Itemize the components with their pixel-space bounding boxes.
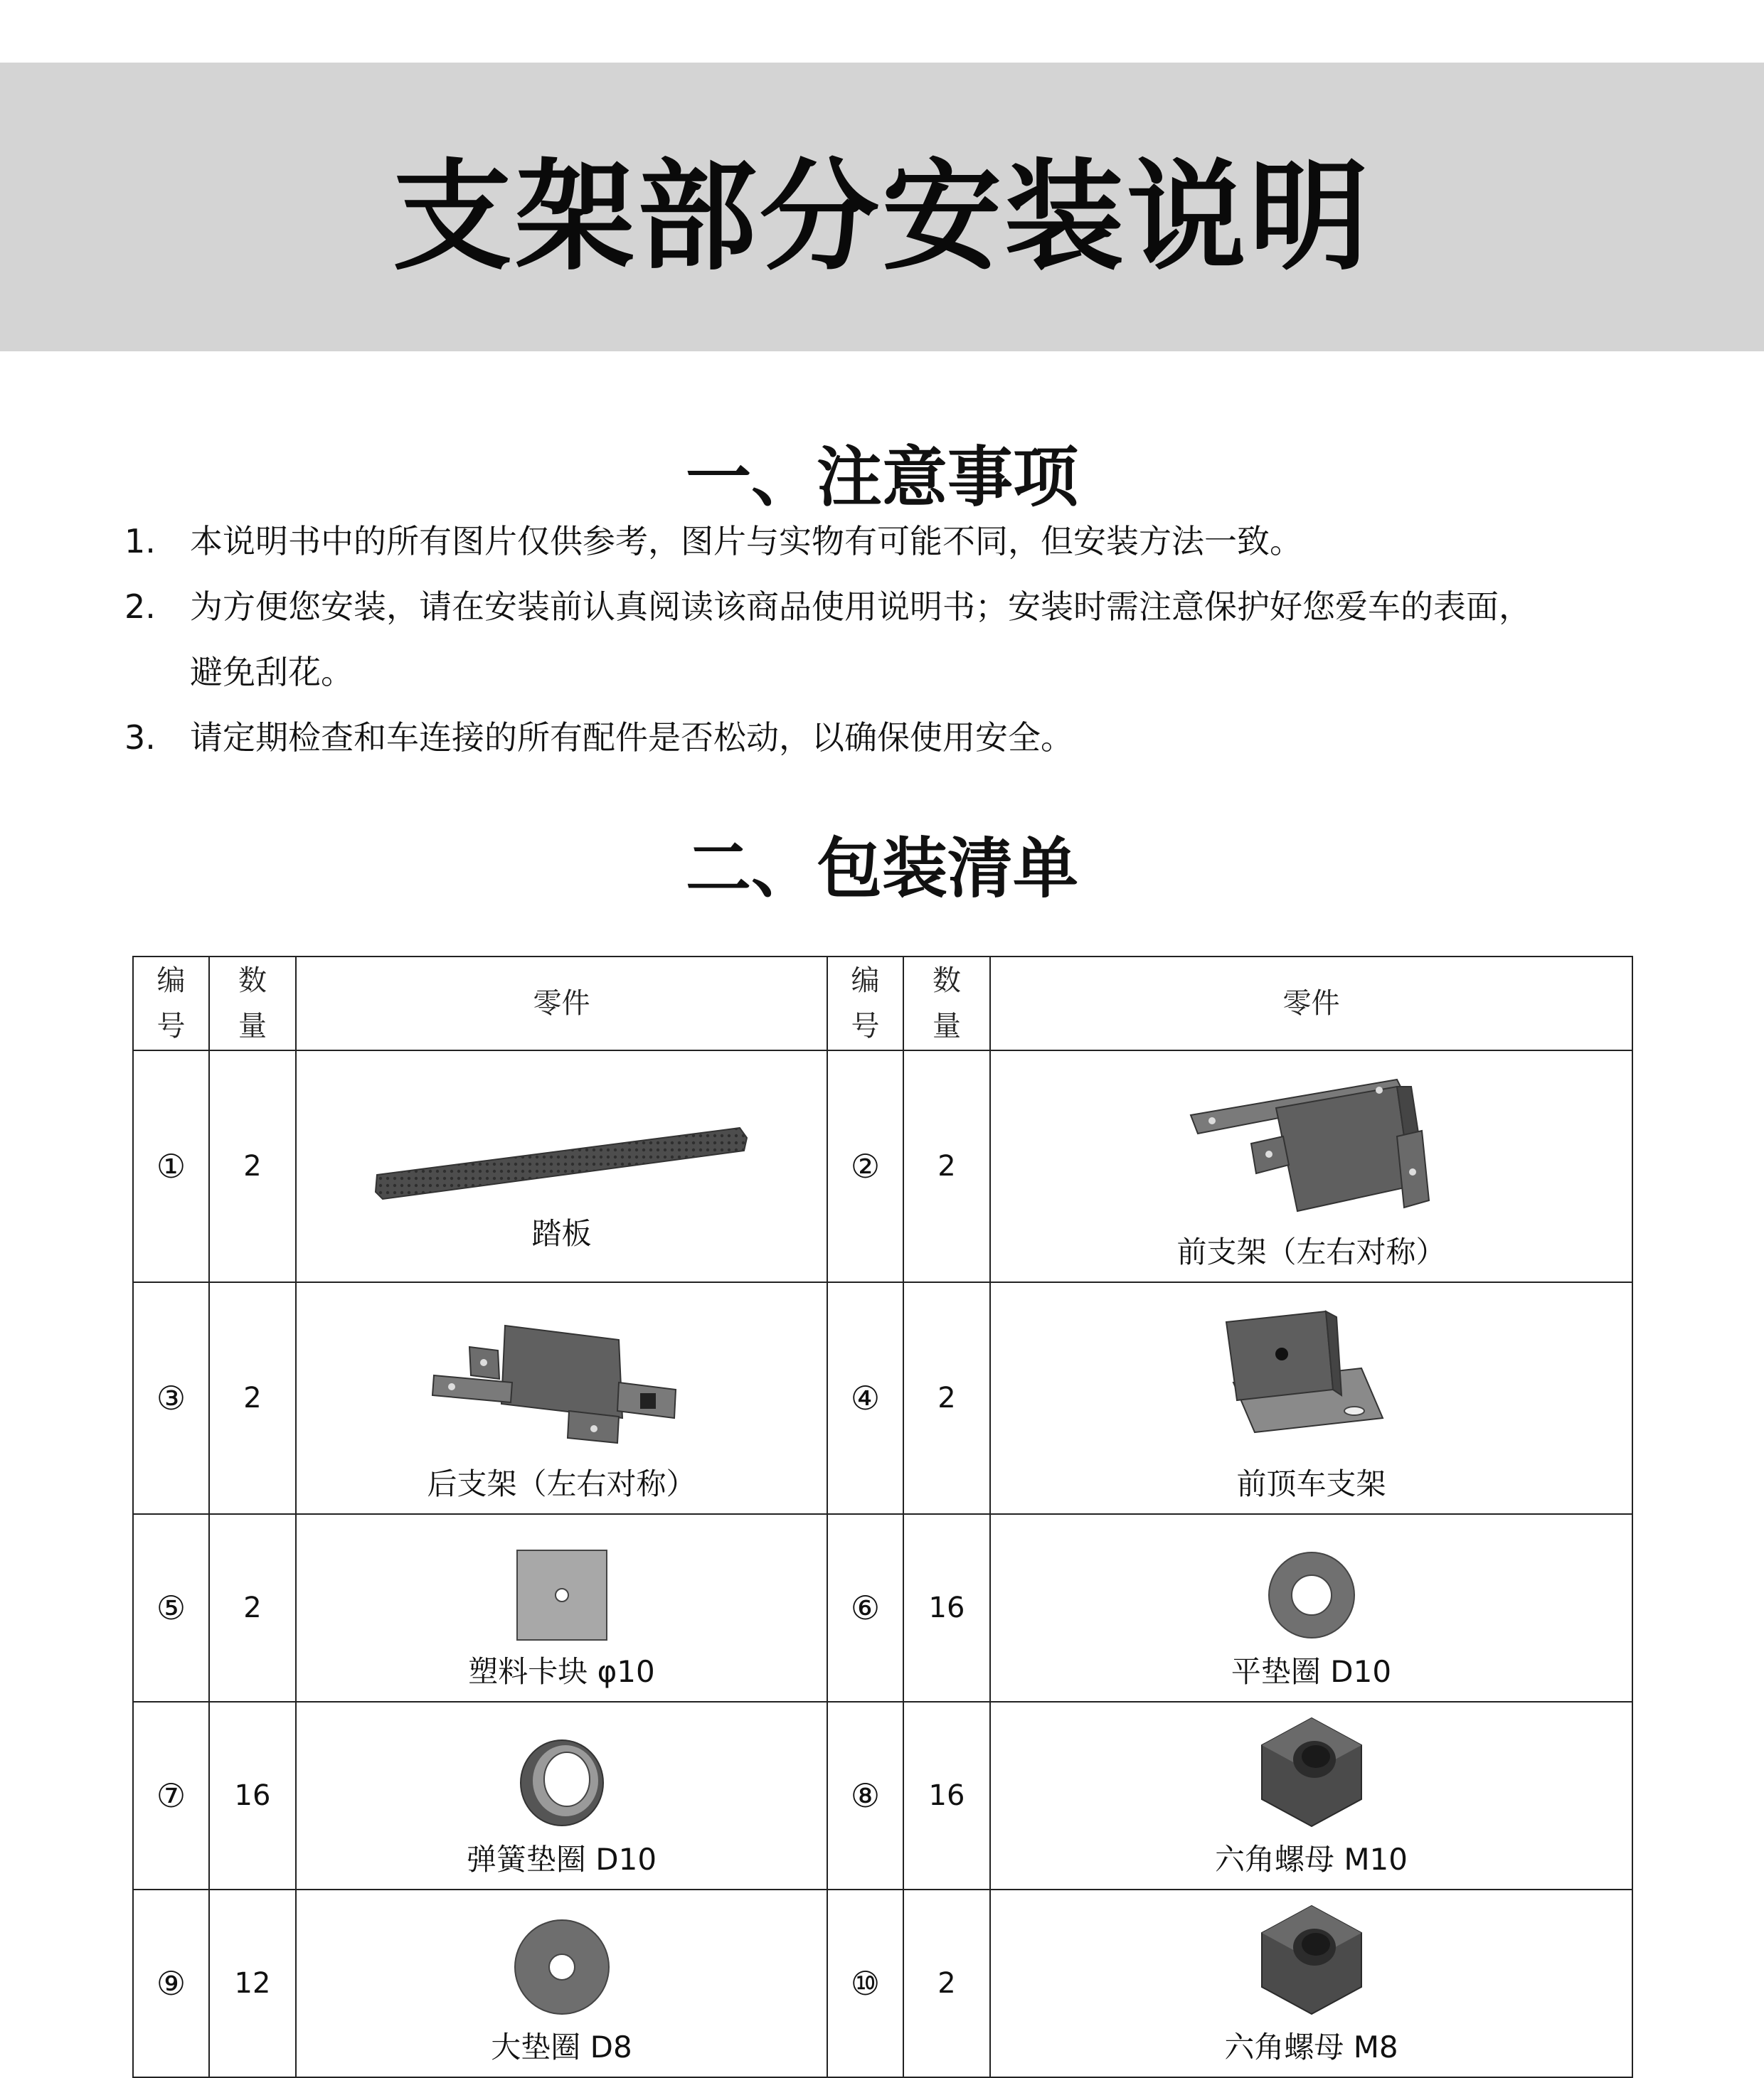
part-index: ⑩: [827, 1890, 903, 2077]
header-part: 零件: [990, 957, 1632, 1050]
table-row: [133, 1050, 1632, 1282]
title-banner: [0, 63, 1764, 351]
part-cell: [990, 1514, 1632, 1702]
page-title: 支架部分安装说明: [393, 146, 1371, 287]
part-name: 前顶车支架: [1236, 1466, 1386, 1501]
notice-number: 1.: [124, 522, 156, 560]
part-name: 前支架（左右对称）: [1176, 1235, 1446, 1269]
part-quantity: 2: [903, 1282, 990, 1514]
notice-number: 3.: [124, 718, 156, 757]
rear-bracket-icon: [427, 1311, 697, 1454]
hex-nut-small-icon: [1255, 1903, 1369, 2017]
notice-text: 本说明书中的所有图片仅供参考，图片与实物有可能不同，但安装方法一致。: [190, 522, 1302, 560]
header-part: 零件: [296, 957, 827, 1050]
part-quantity: 2: [903, 1050, 990, 1282]
part-index: ⑥: [827, 1514, 903, 1702]
header-index: 编 号: [133, 957, 209, 1050]
header-index: 编 号: [827, 957, 903, 1050]
front-bracket-icon: [1184, 1065, 1440, 1222]
part-cell: [296, 1514, 827, 1702]
notice-item: [124, 705, 1654, 770]
part-cell: [296, 1050, 827, 1282]
flat-washer-icon: [1265, 1549, 1358, 1641]
part-cell: [990, 1702, 1632, 1890]
notices-list: [124, 508, 1654, 770]
part-name: 塑料卡块 φ10: [468, 1654, 655, 1689]
header-quantity: 数 量: [903, 957, 990, 1050]
notice-text: 请定期检查和车连接的所有配件是否松动，以确保使用安全。: [190, 718, 1073, 757]
part-name: 平垫圈 D10: [1231, 1654, 1392, 1689]
part-name: 六角螺母 M8: [1224, 2030, 1398, 2064]
table-row: [133, 1282, 1632, 1514]
plastic-block-icon: [516, 1549, 608, 1641]
part-name: 后支架（左右对称）: [427, 1466, 696, 1501]
part-name: 弹簧垫圈 D10: [466, 1842, 657, 1877]
part-cell: [990, 1890, 1632, 2077]
part-quantity: 2: [209, 1282, 296, 1514]
part-cell: [296, 1702, 827, 1890]
part-name: 大垫圈 D8: [491, 2030, 632, 2064]
table-header-row: [133, 957, 1632, 1050]
notice-item: [124, 508, 1654, 574]
spring-washer-icon: [516, 1737, 608, 1829]
packing-list-table: [132, 956, 1633, 2078]
part-index: ②: [827, 1050, 903, 1282]
part-index: ①: [133, 1050, 209, 1282]
part-quantity: 12: [209, 1890, 296, 2077]
part-quantity: 2: [209, 1050, 296, 1282]
hex-nut-icon: [1255, 1715, 1369, 1829]
part-quantity: 16: [209, 1702, 296, 1890]
part-index: ⑦: [133, 1702, 209, 1890]
notices-heading: 一、注意事项: [685, 439, 1078, 516]
part-index: ③: [133, 1282, 209, 1514]
part-index: ⑧: [827, 1702, 903, 1890]
part-cell: [296, 1282, 827, 1514]
part-cell: [990, 1050, 1632, 1282]
part-quantity: 16: [903, 1514, 990, 1702]
table-row: [133, 1702, 1632, 1890]
packing-heading: 二、包装清单: [685, 831, 1078, 907]
part-quantity: 2: [903, 1890, 990, 2077]
front-jack-bracket-icon: [1219, 1304, 1404, 1454]
part-name: 六角螺母 M10: [1214, 1842, 1408, 1877]
part-index: ④: [827, 1282, 903, 1514]
notice-item: [124, 574, 1654, 705]
part-index: ⑤: [133, 1514, 209, 1702]
notice-number: 2.: [124, 587, 156, 626]
part-cell: [990, 1282, 1632, 1514]
part-quantity: 16: [903, 1702, 990, 1890]
step-board-icon: [370, 1118, 754, 1203]
header-quantity: 数 量: [209, 957, 296, 1050]
table-row: [133, 1890, 1632, 2077]
notice-text: 为方便您安装，请在安装前认真阅读该商品使用说明书；安装时需注意保护好您爱车的表面，: [190, 587, 1531, 626]
part-quantity: 2: [209, 1514, 296, 1702]
part-index: ⑨: [133, 1890, 209, 2077]
part-name: 踏板: [531, 1216, 592, 1251]
notice-text: 避免刮花。: [190, 653, 354, 691]
large-washer-icon: [512, 1917, 612, 2017]
part-cell: [296, 1890, 827, 2077]
table-row: [133, 1514, 1632, 1702]
